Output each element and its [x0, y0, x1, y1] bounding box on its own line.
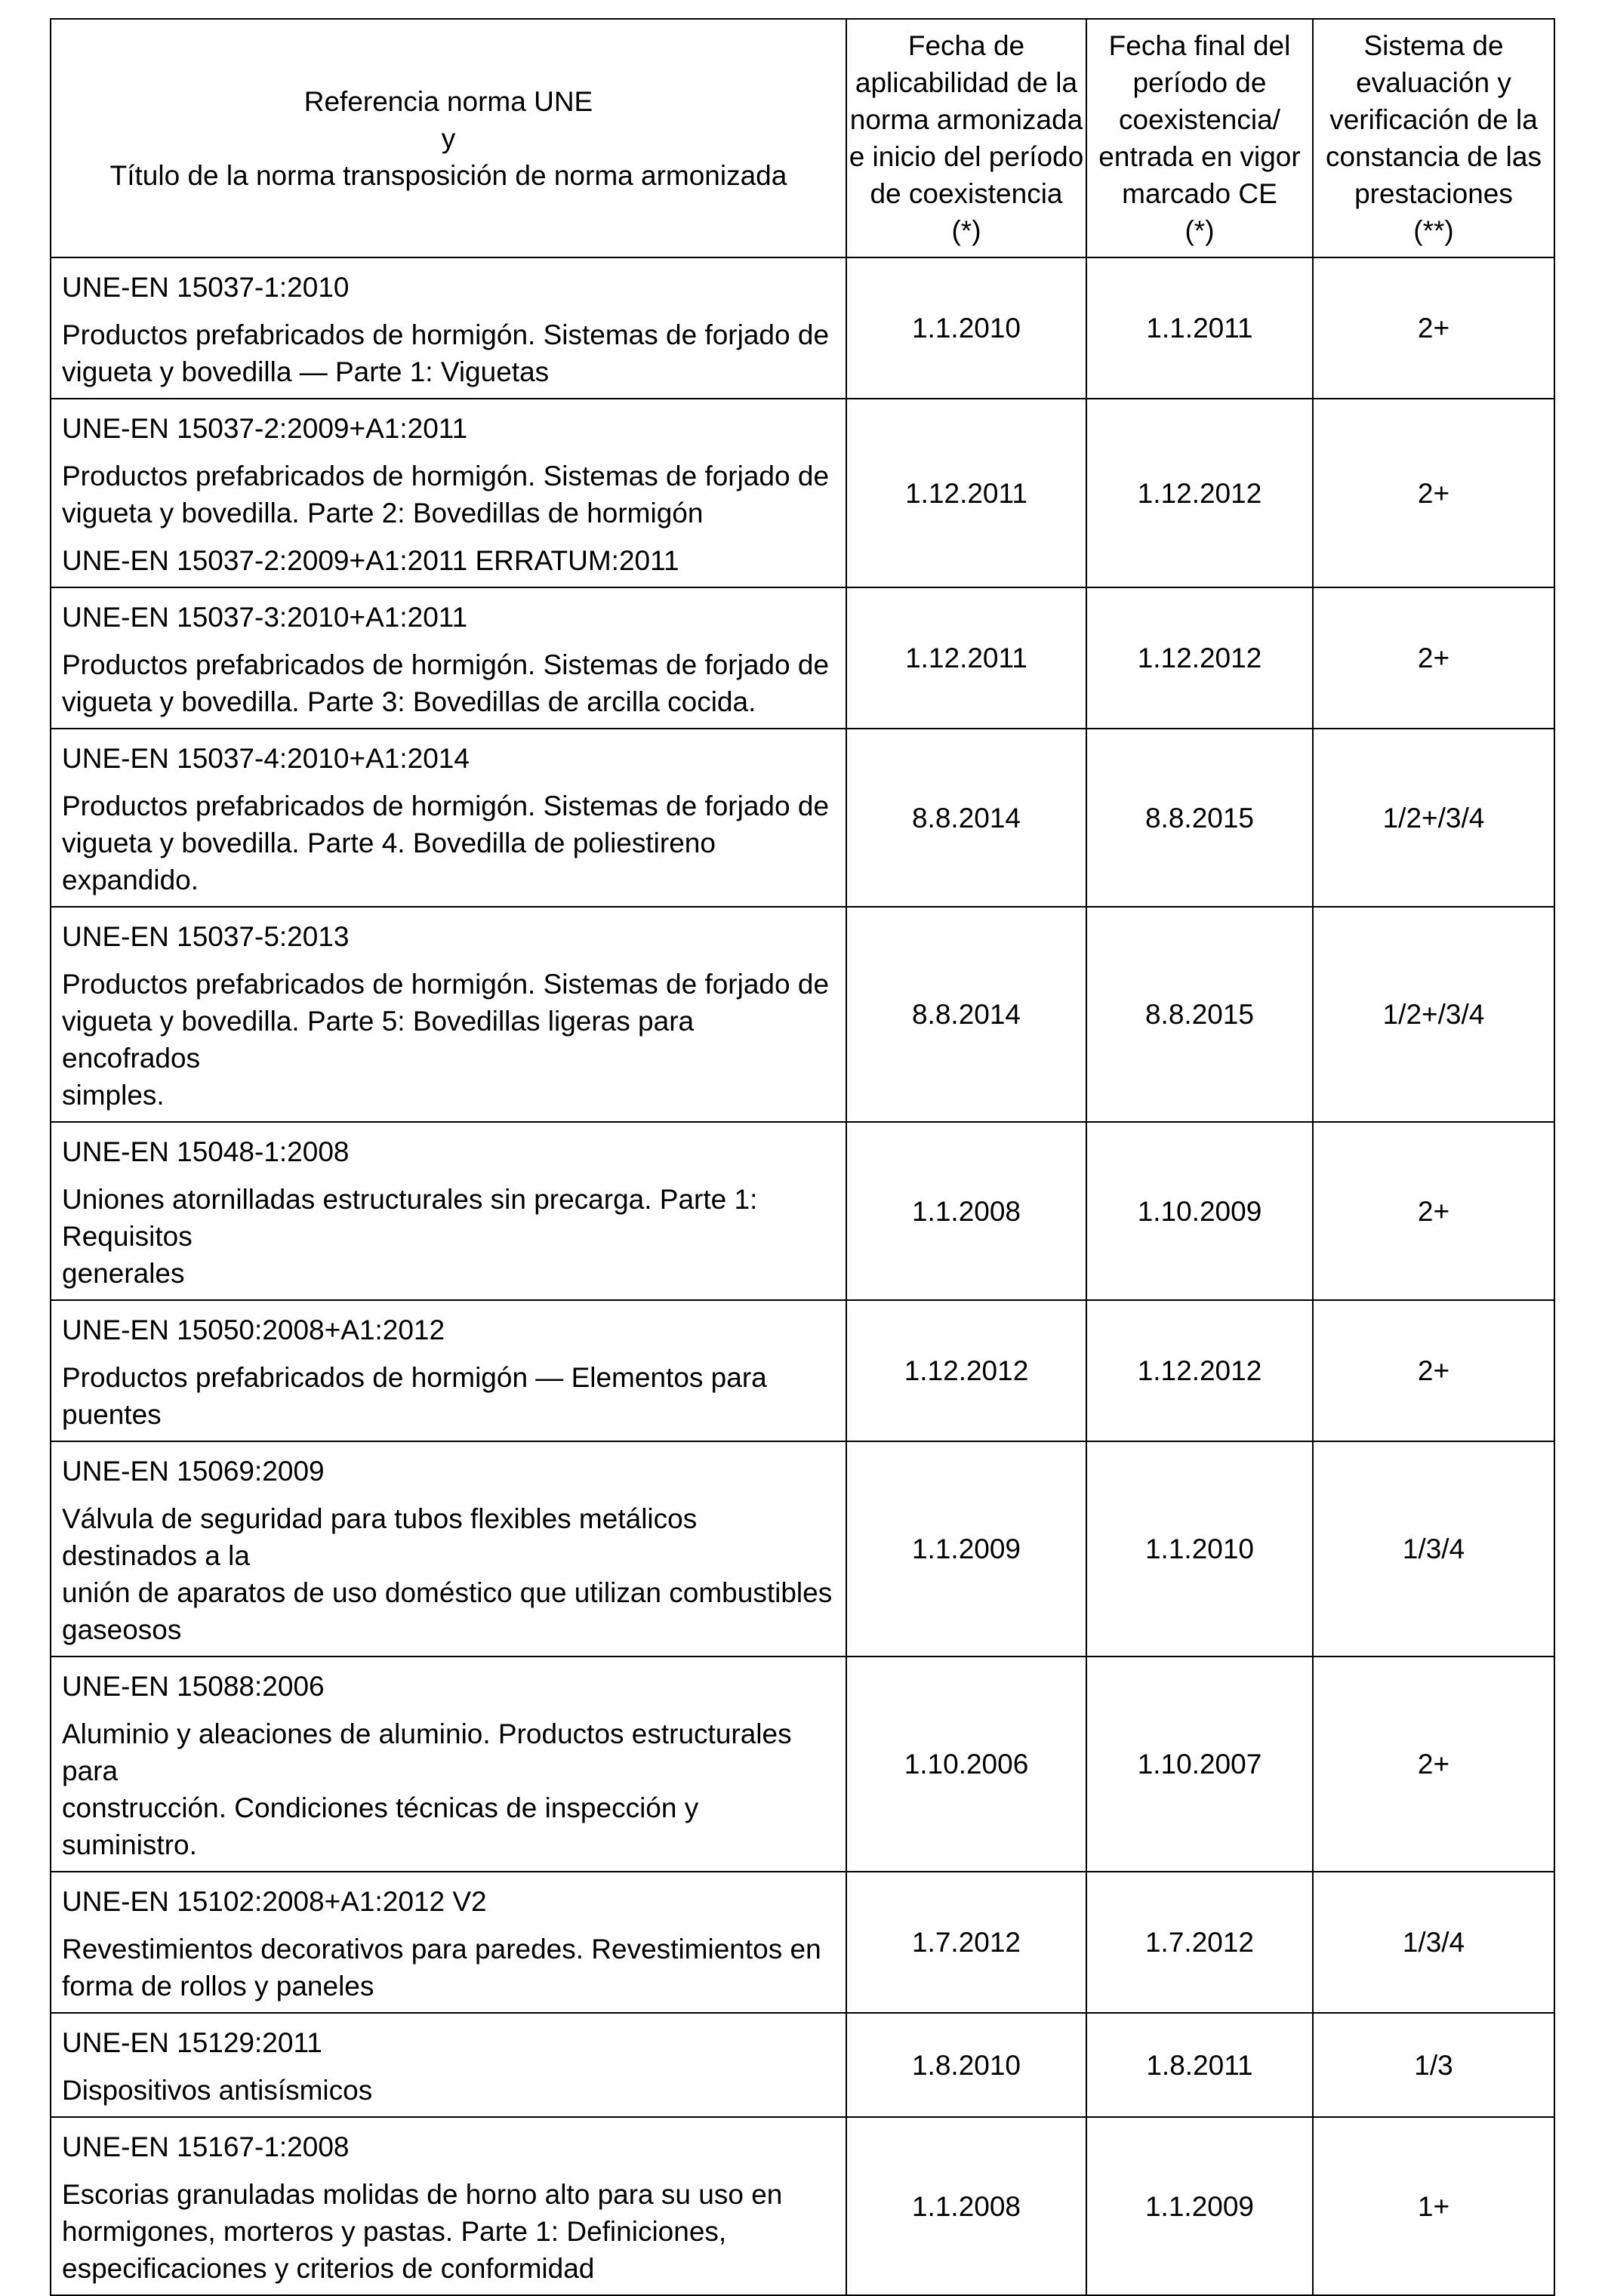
table-header-row — [51, 19, 1554, 257]
standard-code: UNE-EN 15037-1:2010 — [62, 272, 350, 303]
system-cell: 1+ — [1313, 2117, 1554, 2295]
standard-code: UNE-EN 15037-2:2009+A1:2011 — [62, 413, 468, 444]
end-date-cell: 1.12.2012 — [1086, 399, 1313, 587]
standard-title-line: gaseosos — [62, 1614, 182, 1645]
header-reference-line: Referencia norma UNE — [303, 85, 593, 117]
standard-title-line: Productos prefabricados de hormigón. Sistemas de forjado de — [62, 319, 830, 350]
system-cell: 2+ — [1313, 399, 1554, 587]
end-date-cell: 1.8.2011 — [1086, 2013, 1313, 2117]
system-cell: 1/2+/3/4 — [1313, 729, 1554, 907]
applicability-date-cell: 1.12.2011 — [846, 399, 1086, 587]
end-date-cell: 1.10.2007 — [1086, 1657, 1313, 1872]
table-row — [51, 2013, 1554, 2117]
standard-title-line: Dispositivos antisísmicos — [62, 2075, 373, 2106]
standard-title-line: unión de aparatos de uso doméstico que utilizan combustibles — [62, 1577, 833, 1608]
reference-cell — [51, 2013, 846, 2117]
end-date-cell: 1.1.2011 — [1086, 257, 1313, 399]
table-row — [51, 1872, 1554, 2013]
applicability-date-cell: 1.12.2011 — [846, 587, 1086, 729]
standard-code: UNE-EN 15069:2009 — [62, 1456, 325, 1487]
reference-cell — [51, 399, 846, 587]
standard-title-line: Válvula de seguridad para tubos flexibles metálicos destinados a la — [62, 1503, 698, 1571]
header-reference-line: y — [441, 122, 456, 154]
header-reference-line: Título de la norma transposición de norma armonizada — [109, 159, 787, 191]
header-end-date-line: coexistencia/ — [1119, 104, 1280, 135]
standard-title-line: vigueta y bovedilla. Parte 5: Bovedillas ligeras para encofrados — [62, 1006, 695, 1074]
standard-erratum: UNE-EN 15037-2:2009+A1:2011 ERRATUM:2011 — [62, 545, 679, 576]
header-end-date-line: entrada en vigor — [1098, 141, 1301, 172]
standard-title — [62, 787, 835, 898]
standard-title — [62, 1931, 835, 2005]
reference-cell — [51, 1441, 846, 1657]
standard-title-line: Aluminio y aleaciones de aluminio. Productos estructurales para — [62, 1718, 792, 1786]
table-row — [51, 587, 1554, 729]
applicability-date-cell: 1.12.2012 — [846, 1300, 1086, 1441]
header-applicability-line: e inicio del período — [849, 141, 1084, 172]
standard-title — [62, 966, 835, 1114]
system-cell: 1/3/4 — [1313, 1872, 1554, 2013]
header-applicability-line: Fecha de — [907, 30, 1025, 61]
system-cell: 1/3/4 — [1313, 1441, 1554, 1657]
table-row — [51, 2117, 1554, 2295]
system-cell: 2+ — [1313, 257, 1554, 399]
header-end-date — [1086, 19, 1313, 257]
standard-title-line: vigueta y bovedilla. Parte 2: Bovedillas de hormigón — [62, 498, 704, 529]
header-reference — [51, 19, 846, 257]
table-row — [51, 729, 1554, 907]
table-row — [51, 257, 1554, 399]
standard-title-line: hormigones, morteros y pastas. Parte 1: Definiciones, — [62, 2216, 727, 2247]
system-cell: 1/3 — [1313, 2013, 1554, 2117]
system-cell: 2+ — [1313, 1300, 1554, 1441]
header-system-line: verificación de la — [1329, 104, 1538, 135]
header-end-date-line: Fecha final del — [1108, 30, 1291, 61]
standard-title-line: Uniones atornilladas estructurales sin precarga. Parte 1: Requisitos — [62, 1184, 758, 1252]
standard-code: UNE-EN 15048-1:2008 — [62, 1136, 350, 1167]
standard-title-line: Productos prefabricados de hormigón. Sistemas de forjado de — [62, 649, 830, 680]
standard-title — [62, 458, 835, 532]
table-row — [51, 907, 1554, 1122]
standard-title-line: Productos prefabricados de hormigón. Sistemas de forjado de — [62, 461, 830, 492]
header-end-date-line: marcado CE — [1122, 178, 1277, 209]
header-applicability-line: de coexistencia — [870, 178, 1063, 209]
applicability-date-cell: 1.1.2008 — [846, 1122, 1086, 1300]
table-body — [51, 257, 1554, 2295]
reference-cell — [51, 1300, 846, 1441]
applicability-date-cell: 1.1.2009 — [846, 1441, 1086, 1657]
standard-title-line: Productos prefabricados de hormigón. Sistemas de forjado de — [62, 969, 830, 1000]
standard-title-line: vigueta y bovedilla. Parte 4. Bovedilla de poliestireno expandido. — [62, 827, 716, 895]
end-date-cell: 1.12.2012 — [1086, 587, 1313, 729]
standard-title-line: construcción. Condiciones técnicas de inspección y suministro. — [62, 1792, 699, 1860]
standard-title — [62, 316, 835, 390]
applicability-date-cell: 1.8.2010 — [846, 2013, 1086, 2117]
header-end-date-line: (*) — [1184, 215, 1215, 246]
standard-code: UNE-EN 15129:2011 — [62, 2027, 322, 2058]
system-cell: 2+ — [1313, 1657, 1554, 1872]
standard-title — [62, 1359, 835, 1433]
standard-title-line: especificaciones y criterios de conformidad — [62, 2253, 595, 2284]
header-applicability-line: aplicabilidad de la — [855, 67, 1078, 98]
standard-title-line: simples. — [62, 1080, 165, 1111]
reference-cell — [51, 1657, 846, 1872]
standard-title — [62, 1181, 835, 1292]
end-date-cell: 8.8.2015 — [1086, 729, 1313, 907]
standard-code: UNE-EN 15088:2006 — [62, 1671, 325, 1702]
table-row — [51, 1441, 1554, 1657]
header-system-line: constancia de las — [1326, 141, 1542, 172]
standard-code: UNE-EN 15037-3:2010+A1:2011 — [62, 602, 468, 633]
standard-title — [62, 2176, 835, 2287]
applicability-date-cell: 1.1.2008 — [846, 2117, 1086, 2295]
reference-cell — [51, 907, 846, 1122]
system-cell: 2+ — [1313, 1122, 1554, 1300]
reference-cell — [51, 729, 846, 907]
standard-title-line: generales — [62, 1258, 185, 1289]
standard-title-line: forma de rollos y paneles — [62, 1971, 374, 2002]
standard-title-line: Escorias granuladas molidas de horno alto para su uso en — [62, 2179, 783, 2210]
applicability-date-cell: 8.8.2014 — [846, 729, 1086, 907]
standard-code: UNE-EN 15167-1:2008 — [62, 2131, 350, 2162]
standards-table — [50, 18, 1555, 2296]
standard-title-line: Productos prefabricados de hormigón — Elementos para puentes — [62, 1362, 767, 1430]
standard-title-line: Productos prefabricados de hormigón. Sistemas de forjado de — [62, 791, 830, 821]
header-applicability-date — [846, 19, 1086, 257]
end-date-cell: 8.8.2015 — [1086, 907, 1313, 1122]
standard-title — [62, 2072, 835, 2109]
reference-cell — [51, 587, 846, 729]
header-system — [1313, 19, 1554, 257]
table-row — [51, 1122, 1554, 1300]
header-applicability-line: norma armonizada — [849, 104, 1083, 135]
standard-title-line: vigueta y bovedilla — Parte 1: Viguetas — [62, 356, 550, 387]
applicability-date-cell: 1.1.2010 — [846, 257, 1086, 399]
standard-code: UNE-EN 15037-4:2010+A1:2014 — [62, 743, 470, 774]
system-cell: 1/2+/3/4 — [1313, 907, 1554, 1122]
standard-code: UNE-EN 15037-5:2013 — [62, 921, 350, 952]
reference-cell — [51, 2117, 846, 2295]
end-date-cell: 1.10.2009 — [1086, 1122, 1313, 1300]
table-row — [51, 1300, 1554, 1441]
applicability-date-cell: 1.10.2006 — [846, 1657, 1086, 1872]
end-date-cell: 1.12.2012 — [1086, 1300, 1313, 1441]
table-row — [51, 399, 1554, 587]
end-date-cell: 1.1.2009 — [1086, 2117, 1313, 2295]
reference-cell — [51, 1872, 846, 2013]
end-date-cell: 1.1.2010 — [1086, 1441, 1313, 1657]
applicability-date-cell: 8.8.2014 — [846, 907, 1086, 1122]
standard-title — [62, 1500, 835, 1648]
header-end-date-line: período de — [1132, 67, 1267, 98]
standard-title-line: vigueta y bovedilla. Parte 3: Bovedillas de arcilla cocida. — [62, 686, 756, 717]
header-system-line: (**) — [1413, 215, 1454, 246]
standard-title — [62, 646, 835, 720]
standard-code: UNE-EN 15102:2008+A1:2012 V2 — [62, 1886, 487, 1917]
applicability-date-cell: 1.7.2012 — [846, 1872, 1086, 2013]
system-cell: 2+ — [1313, 587, 1554, 729]
standard-code: UNE-EN 15050:2008+A1:2012 — [62, 1314, 445, 1345]
table-row — [51, 1657, 1554, 1872]
end-date-cell: 1.7.2012 — [1086, 1872, 1313, 2013]
reference-cell — [51, 1122, 846, 1300]
header-system-line: evaluación y — [1356, 67, 1511, 98]
header-system-line: prestaciones — [1354, 178, 1513, 209]
header-applicability-line: (*) — [951, 215, 981, 246]
header-system-line: Sistema de — [1363, 30, 1504, 61]
standard-title-line: Revestimientos decorativos para paredes. Revestimientos en — [62, 1934, 821, 1965]
reference-cell — [51, 257, 846, 399]
standard-title — [62, 1715, 835, 1863]
